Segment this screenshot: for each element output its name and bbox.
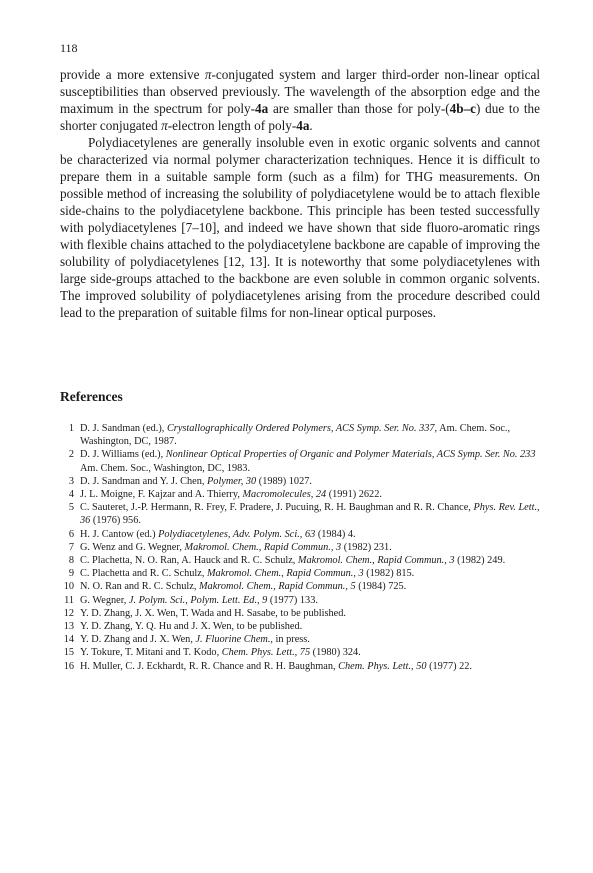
reference-number: 14 xyxy=(63,634,74,646)
reference-number: 15 xyxy=(63,647,74,659)
reference-item xyxy=(60,594,542,607)
reference-item xyxy=(60,528,542,541)
reference-item xyxy=(60,448,542,474)
body-paragraph: provide a more extensive π-conjugated system and larger third-order non-linear optical susceptibilities than observed previously. The wavelength of the absorption edge and the maximum in the spectrum for poly-4a are smaller than those for poly-(4b–c) due to the shorter conjugated π-electron length of poly-4a. xyxy=(60,67,540,133)
reference-item xyxy=(60,488,542,501)
reference-item xyxy=(60,541,542,554)
reference-item xyxy=(60,567,542,580)
reference-text: Y. D. Zhang, Y. Q. Hu and J. X. Wen, to be published. xyxy=(80,621,303,633)
reference-text: D. J. Williams (ed.), Nonlinear Optical Properties of Organic and Polymer Materials, ACS Symp. Ser. No. 233 Am. Chem. Soc., Washington, DC, 1983. xyxy=(80,449,536,474)
reference-number: 13 xyxy=(63,621,74,633)
references-heading: References xyxy=(60,389,123,404)
reference-text: Y. D. Zhang and J. X. Wen, J. Fluorine Chem., in press. xyxy=(80,634,310,646)
reference-item xyxy=(60,607,542,620)
reference-text: C. Sauteret, J.-P. Hermann, R. Frey, F. Pradere, J. Pucuing, R. H. Baughman and R. R. Chance, Phys. Rev. Lett., 36 (1976) 956. xyxy=(80,502,540,527)
reference-number: 2 xyxy=(68,449,74,461)
reference-number: 3 xyxy=(68,475,74,487)
reference-item xyxy=(60,660,542,673)
body-text xyxy=(60,66,540,321)
reference-text: N. O. Ran and R. C. Schulz, Makromol. Chem., Rapid Commun., 5 (1984) 725. xyxy=(80,581,407,593)
reference-text: J. L. Moigne, F. Kajzar and A. Thierry, Macromolecules, 24 (1991) 2622. xyxy=(80,489,382,501)
reference-item xyxy=(60,554,542,567)
reference-number: 1 xyxy=(68,423,74,434)
reference-number: 4 xyxy=(68,489,74,501)
reference-text: H. J. Cantow (ed.) Polydiacetylenes, Adv. Polym. Sci., 63 (1984) 4. xyxy=(80,528,356,540)
reference-text: Y. D. Zhang, J. X. Wen, T. Wada and H. Sasabe, to be published. xyxy=(80,607,346,619)
reference-number: 8 xyxy=(68,555,74,567)
reference-number: 7 xyxy=(68,541,74,553)
page-number: 118 xyxy=(60,41,78,55)
reference-number: 9 xyxy=(68,568,74,580)
reference-text: C. Plachetta and R. C. Schulz, Makromol. Chem., Rapid Commun., 3 (1982) 815. xyxy=(80,568,415,580)
reference-item xyxy=(60,501,542,527)
reference-text: D. J. Sandman and Y. J. Chen, Polymer, 30 (1989) 1027. xyxy=(80,475,312,487)
reference-item xyxy=(60,620,542,633)
reference-number: 11 xyxy=(64,594,74,606)
reference-text: G. Wenz and G. Wegner, Makromol. Chem., Rapid Commun., 3 (1982) 231. xyxy=(80,541,392,553)
reference-item xyxy=(60,646,542,659)
reference-number: 5 xyxy=(68,502,74,514)
reference-number: 12 xyxy=(63,607,74,619)
reference-text: C. Plachetta, N. O. Ran, A. Hauck and R. C. Schulz, Makromol. Chem., Rapid Commun., 3 (1982) 249. xyxy=(80,555,506,567)
reference-text: H. Muller, C. J. Eckhardt, R. R. Chance and R. H. Baughman, Chem. Phys. Lett., 50 (1977) 22. xyxy=(80,660,472,672)
reference-text: Y. Tokure, T. Mitani and T. Kodo, Chem. Phys. Lett., 75 (1980) 324. xyxy=(80,647,361,659)
reference-list xyxy=(60,422,542,673)
reference-number: 6 xyxy=(68,528,74,540)
reference-item xyxy=(60,475,542,488)
reference-number: 16 xyxy=(63,660,74,672)
reference-item xyxy=(60,633,542,646)
reference-number: 10 xyxy=(63,581,74,593)
reference-item xyxy=(60,422,542,448)
body-paragraph: Polydiacetylenes are generally insoluble even in exotic organic solvents and cannot be characterized via normal polymer characterization techniques. Hence it is difficult to prepare them in a suitable sample form (such as a film) for THG measurements. On possible method of increasing the solubility of polydiacetylene would be to attach flexible side-chains to the polydiacetylene backbone. This principle has been tested successfully with polydiacetylenes [7–10], and indeed we have shown that side fluoro-aromatic rings with flexible chains attached to the polydiacetylene backbone are capable of improving the solubility of polydiacetylenes [12, 13]. It is noteworthy that some polydiacetylenes with large side-groups attached to the backbone are even soluble in common organic solvents. The improved solubility of polydiacetylenes arising from the procedure described could lead to the preparation of suitable films for non-linear optical purposes. xyxy=(60,135,540,320)
reference-item xyxy=(60,580,542,593)
reference-text: D. J. Sandman (ed.), Crystallographically Ordered Polymers, ACS Symp. Ser. No. 337, Am. Chem. Soc., Washington, DC, 1987. xyxy=(80,423,511,448)
reference-text: G. Wegner, J. Polym. Sci., Polym. Lett. Ed., 9 (1977) 133. xyxy=(80,594,318,606)
